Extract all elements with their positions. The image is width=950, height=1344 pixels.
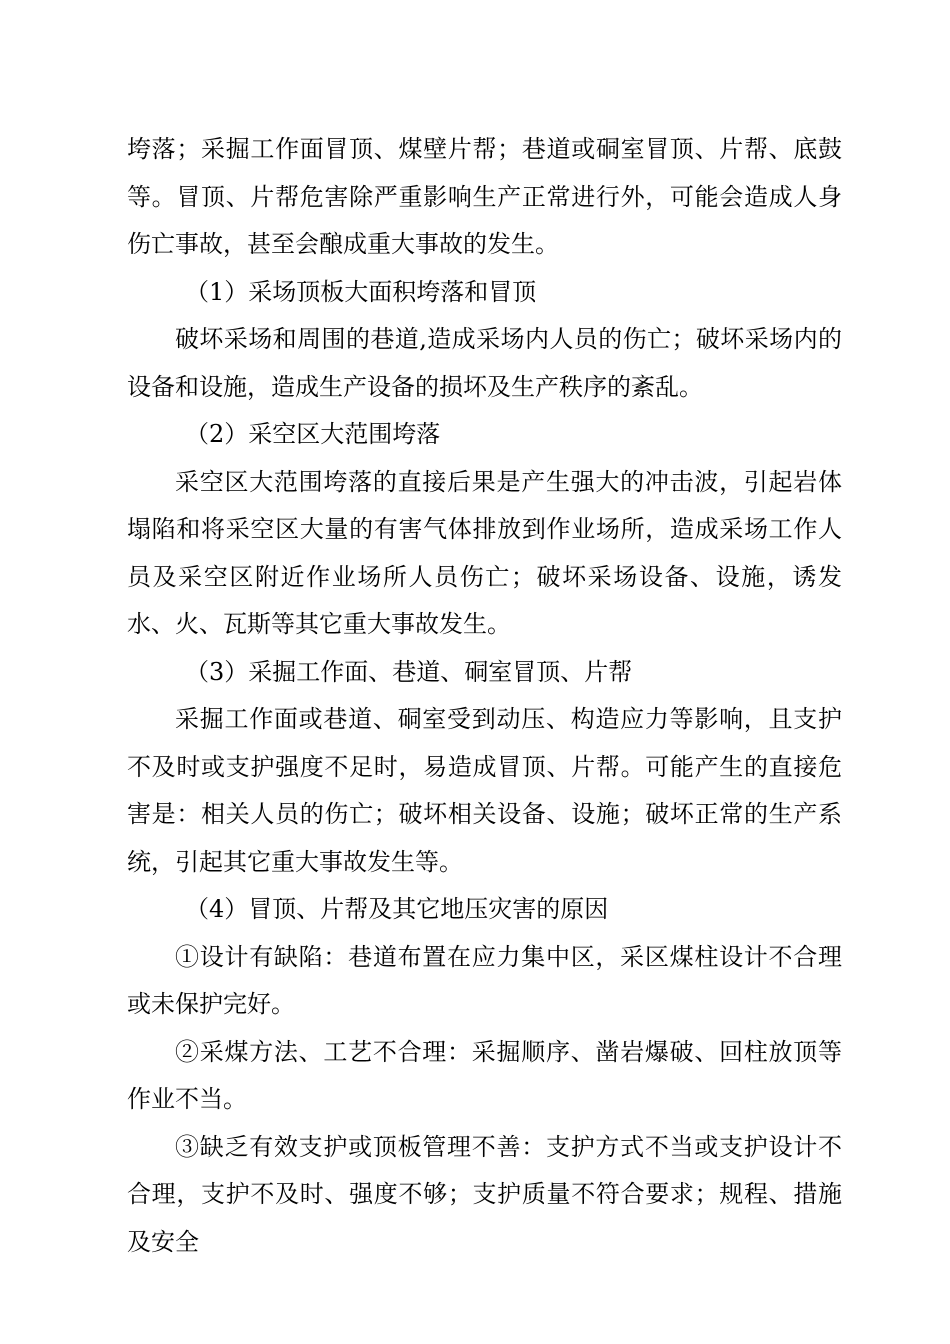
- list-item: ①设计有缺陷：巷道布置在应力集中区，采区煤柱设计不合理或未保护完好。: [127, 942, 842, 1018]
- section-heading: （1）采场顶板大面积垮落和冒顶: [185, 277, 537, 306]
- document-page: [127, 126, 842, 1266]
- body-paragraph: 破坏采场和周围的巷道,造成采场内人员的伤亡；破坏采场内的设备和设施，造成生产设备的损坏及生产秩序的紊乱。: [127, 325, 842, 401]
- body-paragraph: 采掘工作面或巷道、硐室受到动压、构造应力等影响，且支护不及时或支护强度不足时，易造成冒顶、片帮。可能产生的直接危害是：相关人员的伤亡；破坏相关设备、设施；破坏正常的生产系统，引起其它重大事故发生等。: [127, 705, 842, 876]
- list-item: ②采煤方法、工艺不合理：采掘顺序、凿岩爆破、回柱放顶等作业不当。: [127, 1037, 842, 1113]
- section-heading: （3）采掘工作面、巷道、硐室冒顶、片帮: [185, 657, 633, 686]
- body-paragraph: 采空区大范围垮落的直接后果是产生强大的冲击波，引起岩体塌陷和将采空区大量的有害气体排放到作业场所，造成采场工作人员及采空区附近作业场所人员伤亡；破坏采场设备、设施，诱发水、火、瓦斯等其它重大事故发生。: [127, 467, 842, 638]
- section-heading: （2）采空区大范围垮落: [185, 420, 441, 448]
- section-heading: （4）冒顶、片帮及其它地压灾害的原因: [185, 895, 609, 923]
- body-paragraph: 垮落；采掘工作面冒顶、煤壁片帮；巷道或硐室冒顶、片帮、底鼓等。冒顶、片帮危害除严重影响生产正常进行外，可能会造成人身伤亡事故，甚至会酿成重大事故的发生。: [127, 135, 842, 258]
- list-item: ③缺乏有效支护或顶板管理不善：支护方式不当或支护设计不合理，支护不及时、强度不够；支护质量不符合要求；规程、措施及安全: [127, 1132, 842, 1256]
